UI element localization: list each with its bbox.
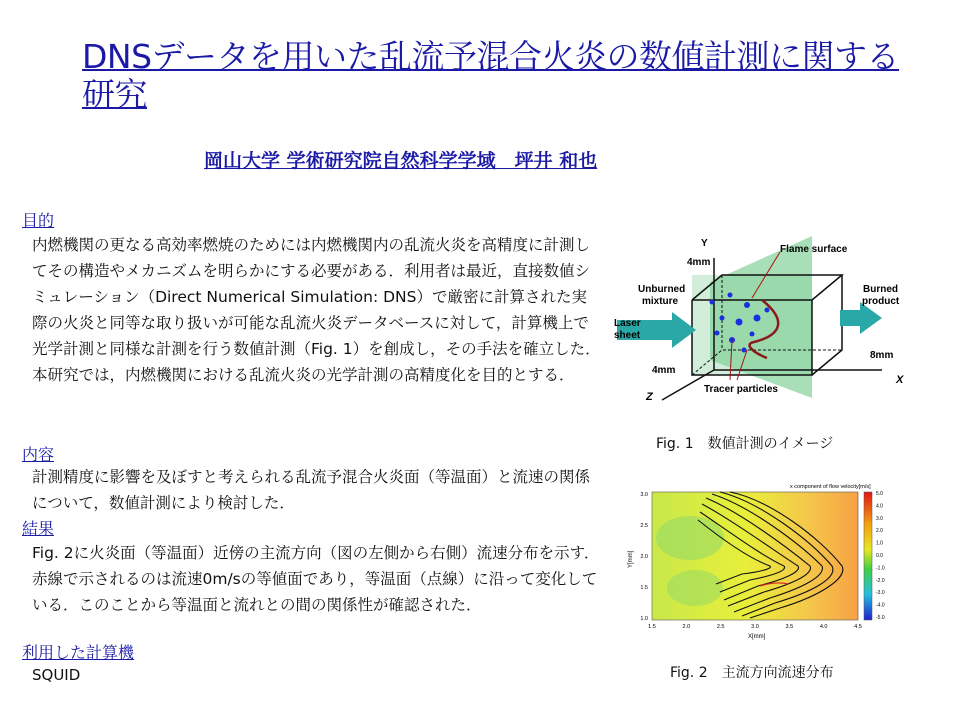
heading-purpose: 目的 <box>22 211 55 230</box>
fig2-cbar-tick: 1.0 <box>876 540 883 547</box>
fig2-colorbar-title: x component of flow velocity[m/s] <box>790 484 871 490</box>
fig1-label-z: Z <box>646 391 653 403</box>
fig2-xtick: 1.5 <box>648 624 656 630</box>
heading-computer: 利用した計算機 <box>22 643 135 662</box>
fig1-label-tracer: Tracer particles <box>704 384 778 395</box>
fig2-ytick: 2.0 <box>640 554 648 560</box>
fig2-xtick: 2.0 <box>682 624 691 630</box>
author-line: 岡山大学 学術研究院自然科学学域 坪井 和也 <box>204 150 598 172</box>
fig2-cbar-tick: 5.0 <box>876 491 883 497</box>
fig2-yticks <box>640 492 648 622</box>
fig1-label-y-len: 4mm <box>687 257 711 268</box>
page-title: DNSデータを用いた乱流予混合火炎の数値計測に関する研究 <box>82 37 900 114</box>
fig1-label-x-len: 8mm <box>870 350 894 361</box>
results-text: Fig. 2に火炎面（等温面）近傍の主流方向（図の左側から右側）流速分布を示す．赤線で示されるのは流速0m/sの等値面であり，等温面（点線）に沿って変化している．このことから等温面と流れとの間の関係性が確認された． <box>32 544 600 614</box>
fig2-cbar-tick: 3.0 <box>876 515 883 522</box>
fig2-xtick: 4.0 <box>819 624 828 630</box>
fig2-cbar-tick: -1.0 <box>876 565 885 572</box>
fig1-label-unburned-1: Unburned <box>638 284 686 295</box>
fig2-ytick: 1.0 <box>640 616 648 622</box>
purpose-text: 内燃機関の更なる高効率燃焼のためには内燃機関内の乱流火炎を高精度に計測してその構造やメカニズムを明らかにする必要がある．利用者は最近，直接数値シミュレーション（Direct Numerical Simulation: DNS）で厳密に計算された実際の火炎と同等な取り扱いが可能な乱流火炎データベースに対して，計算機上で光学計測と同様な計測を行う数値計測（Fig. 1）を創成し，その手法を確立した．本研究では，内燃機関における乱流火炎の光学計測の高精度化を目的とする． <box>32 236 601 384</box>
fig2-xtick: 3.0 <box>751 624 759 630</box>
fig2-cbar-tick: -4.0 <box>876 602 885 609</box>
fig2-cbar-tick: -3.0 <box>876 590 885 597</box>
fig2-xlabel: X[mm] <box>748 634 766 640</box>
fig1-label-burned-1: Burned <box>863 284 898 295</box>
fig2-cbar-tick: -5.0 <box>876 615 885 621</box>
fig1-label-laser-1: Laser <box>614 318 641 329</box>
fig1-label-y: Y <box>701 238 708 249</box>
fig2-ytick: 3.0 <box>640 492 648 498</box>
fig2-cbar-tick: -2.0 <box>876 577 885 584</box>
fig2-cbar-tick: 2.0 <box>876 528 883 535</box>
heading-content: 内容 <box>22 445 55 464</box>
figure-2 <box>620 478 920 648</box>
fig2-cbar-tick: 4.0 <box>876 503 883 510</box>
fig1-label-x: X <box>896 374 904 386</box>
fig1-label-z-len: 4mm <box>652 365 676 376</box>
fig2-xtick: 4.5 <box>854 624 862 630</box>
fig1-label-burned-2: product <box>862 296 900 307</box>
fig1-caption: Fig. 1 数値計測のイメージ <box>656 436 834 452</box>
fig1-label-laser-2: sheet <box>614 330 641 341</box>
fig2-caption: Fig. 2 主流方向流速分布 <box>670 665 834 681</box>
fig1-label-flame: Flame surface <box>780 244 848 255</box>
computer-name: SQUID <box>32 666 81 684</box>
heading-results: 結果 <box>22 519 55 538</box>
fig1-label-unburned-2: mixture <box>642 296 679 307</box>
fig2-xtick: 3.5 <box>785 624 794 630</box>
fig2-cbar-ticks <box>876 491 885 621</box>
fig2-xtick: 2.5 <box>716 624 725 630</box>
content-text: 計測精度に影響を及ぼすと考えられる乱流予混合火炎面（等温面）と流速の関係について，数値計測により検討した． <box>32 468 591 512</box>
fig2-ytick: 1.5 <box>640 585 648 591</box>
fig2-ylabel: Y[mm] <box>628 550 634 568</box>
fig2-ytick: 2.5 <box>640 523 648 529</box>
fig2-cbar-tick: 0.0 <box>876 553 883 559</box>
fig2-xticks <box>648 624 862 630</box>
figure-1 <box>612 230 912 420</box>
